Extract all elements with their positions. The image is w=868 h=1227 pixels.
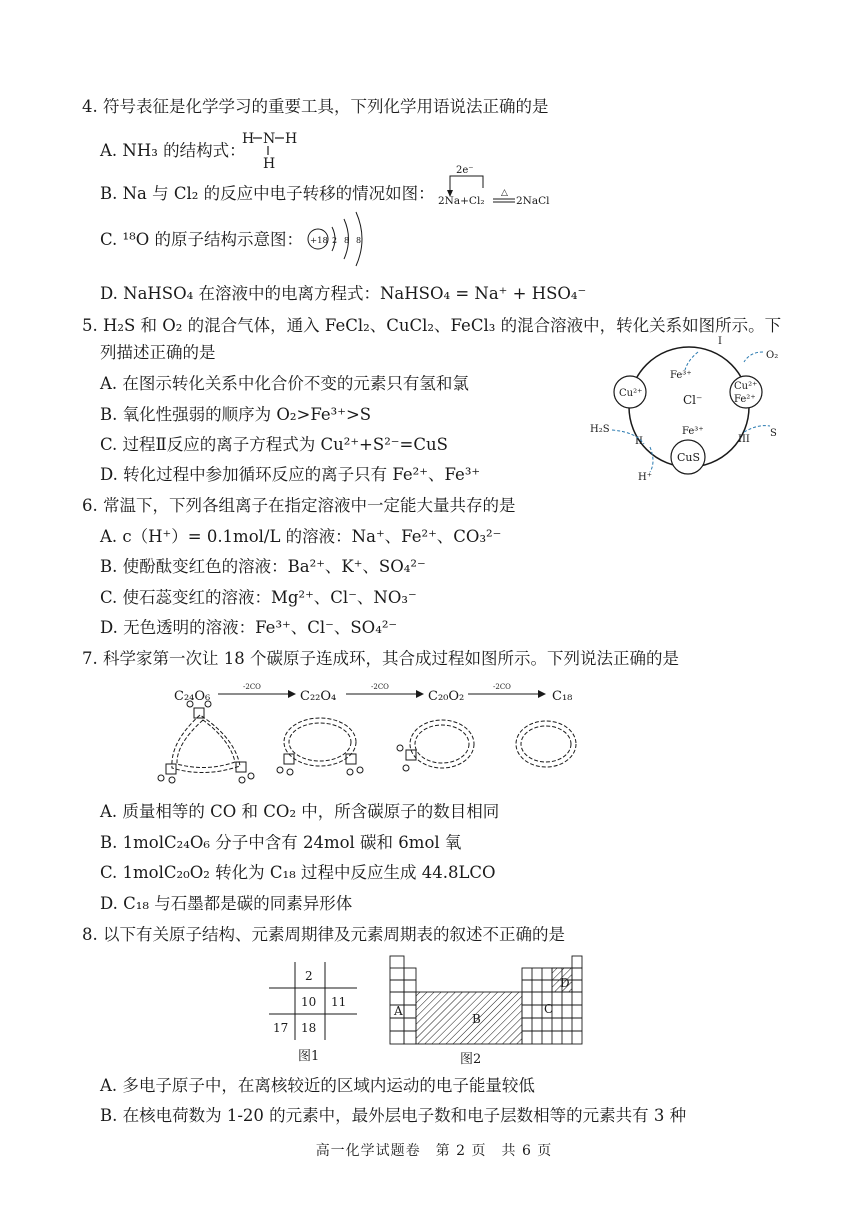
q5-option-c: C. 过程Ⅱ反应的离子方程式为 Cu²⁺+S²⁻=CuS xyxy=(100,435,448,454)
svg-text:B: B xyxy=(472,1012,481,1026)
q5-option-b: B. 氧化性强弱的顺序为 O₂>Fe³⁺>S xyxy=(100,405,372,424)
svg-text:2e⁻: 2e⁻ xyxy=(456,165,474,176)
q5-stem-line2: 列描述正确的是 xyxy=(100,343,216,362)
svg-text:-2CO: -2CO xyxy=(243,683,261,691)
svg-text:III: III xyxy=(738,434,750,445)
q4-option-c: C. ¹⁸O 的原子结构示意图： xyxy=(100,230,304,249)
svg-text:CuS: CuS xyxy=(677,451,701,464)
svg-text:图1: 图1 xyxy=(298,1049,320,1064)
atomic-structure-diagram xyxy=(306,209,368,271)
svg-text:8: 8 xyxy=(344,236,350,245)
svg-text:H⁺: H⁺ xyxy=(638,472,652,483)
svg-text:A: A xyxy=(394,1004,403,1018)
q7-option-d: D. C₁₈ 与石墨都是碳的同素异形体 xyxy=(100,894,353,913)
svg-text:2: 2 xyxy=(332,236,338,245)
svg-text:Fe²⁺: Fe²⁺ xyxy=(734,394,756,405)
svg-text:-2CO: -2CO xyxy=(493,683,511,691)
q4-option-a: A. NH₃ 的结构式： xyxy=(100,141,246,160)
q4-stem: 4. 符号表征是化学学习的重要工具，下列化学用语说法正确的是 xyxy=(82,97,549,116)
figure2-periodic-table xyxy=(388,953,588,1071)
svg-text:Cl⁻: Cl⁻ xyxy=(683,393,703,407)
q7-stem: 7. 科学家第一次让 18 个碳原子连成环，其合成过程如图所示。下列说法正确的是 xyxy=(82,649,679,668)
svg-text:N: N xyxy=(263,131,276,147)
q5-option-d: D. 转化过程中参加循环反应的离子只有 Fe²⁺、Fe³⁺ xyxy=(100,465,481,484)
q4-option-d: D. NaHSO₄ 在溶液中的电离方程式：NaHSO₄ = Na⁺ + HSO₄⁻ xyxy=(100,284,587,303)
svg-text:2: 2 xyxy=(305,969,313,983)
q7-option-c: C. 1molC₂₀O₂ 转化为 C₁₈ 过程中反应生成 44.8LCO xyxy=(100,863,496,882)
c18-synthesis-scheme xyxy=(150,680,610,790)
svg-text:D: D xyxy=(560,976,570,990)
q6-option-b: B. 使酚酞变红色的溶液：Ba²⁺、K⁺、SO₄²⁻ xyxy=(100,557,426,576)
svg-text:-2CO: -2CO xyxy=(371,683,389,691)
q6-stem: 6. 常温下，下列各组离子在指定溶液中一定能大量共存的是 xyxy=(82,496,516,515)
svg-text:O₂: O₂ xyxy=(766,350,779,361)
svg-text:C₂₂O₄: C₂₂O₄ xyxy=(300,689,337,704)
nh3-structural-formula xyxy=(242,128,302,174)
svg-text:8: 8 xyxy=(356,236,362,245)
svg-text:H: H xyxy=(242,131,255,147)
svg-text:2Na+Cl₂: 2Na+Cl₂ xyxy=(438,195,485,207)
c20o2-ring-structure xyxy=(397,720,474,771)
svg-text:C₁₈: C₁₈ xyxy=(552,689,573,704)
figure1-periodic-grid xyxy=(265,958,365,1070)
svg-text:图2: 图2 xyxy=(460,1052,482,1067)
svg-text:2NaCl: 2NaCl xyxy=(516,195,550,207)
svg-text:C₂₀O₂: C₂₀O₂ xyxy=(428,689,465,704)
q8-option-b: B. 在核电荷数为 1-20 的元素中，最外层电子数和电子层数相等的元素共有 3 种 xyxy=(100,1106,687,1125)
svg-text:II: II xyxy=(635,436,643,447)
q5-stem-line1: 5. H₂S 和 O₂ 的混合气体，通入 FeCl₂、CuCl₂、FeCl₃ 的混合溶液中，转化关系如图所示。下 xyxy=(82,316,782,335)
q6-option-c: C. 使石蕊变红的溶液：Mg²⁺、Cl⁻、NO₃⁻ xyxy=(100,588,417,607)
svg-text:C₂₄O₆: C₂₄O₆ xyxy=(174,689,211,704)
q8-stem: 8. 以下有关原子结构、元素周期律及元素周期表的叙述不正确的是 xyxy=(82,925,565,944)
svg-text:H: H xyxy=(285,131,298,147)
q5-option-a: A. 在图示转化关系中化合价不变的元素只有氢和氯 xyxy=(100,374,469,393)
c22o4-ring-structure xyxy=(277,718,363,775)
svg-text:△: △ xyxy=(501,188,508,198)
svg-text:10: 10 xyxy=(301,995,317,1009)
svg-text:Cu²⁺: Cu²⁺ xyxy=(734,381,758,392)
q6-option-d: D. 无色透明的溶液：Fe³⁺、Cl⁻、SO₄²⁻ xyxy=(100,618,398,637)
q7-option-b: B. 1molC₂₄O₆ 分子中含有 24mol 碳和 6mol 氧 xyxy=(100,833,462,852)
svg-text:S: S xyxy=(770,428,777,439)
conversion-cycle-diagram xyxy=(588,332,788,492)
svg-text:Cu²⁺: Cu²⁺ xyxy=(619,388,643,399)
svg-text:H: H xyxy=(263,156,276,172)
svg-text:I: I xyxy=(718,336,722,347)
svg-text:H₂S: H₂S xyxy=(590,424,610,435)
svg-text:18: 18 xyxy=(301,1021,317,1035)
q4-option-b: B. Na 与 Cl₂ 的反应中电子转移的情况如图： xyxy=(100,184,435,203)
svg-text:Fe³⁺: Fe³⁺ xyxy=(682,426,704,437)
electron-transfer-diagram xyxy=(438,162,553,206)
q7-option-a: A. 质量相等的 CO 和 CO₂ 中，所含碳原子的数目相同 xyxy=(100,802,500,821)
page-footer: 高一化学试题卷 第 2 页 共 6 页 xyxy=(315,1143,553,1159)
c18-ring-structure xyxy=(516,721,576,767)
svg-text:11: 11 xyxy=(331,995,347,1009)
svg-text:C: C xyxy=(544,1002,554,1016)
svg-text:17: 17 xyxy=(273,1021,289,1035)
svg-text:Fe³⁺: Fe³⁺ xyxy=(670,370,692,381)
q6-option-a: A. c（H⁺）= 0.1mol/L 的溶液：Na⁺、Fe²⁺、CO₃²⁻ xyxy=(100,527,502,546)
q8-option-a: A. 多电子原子中，在离核较近的区域内运动的电子能量较低 xyxy=(100,1076,535,1095)
svg-text:+18: +18 xyxy=(310,236,328,246)
c24o6-triangle-structure xyxy=(158,701,254,783)
